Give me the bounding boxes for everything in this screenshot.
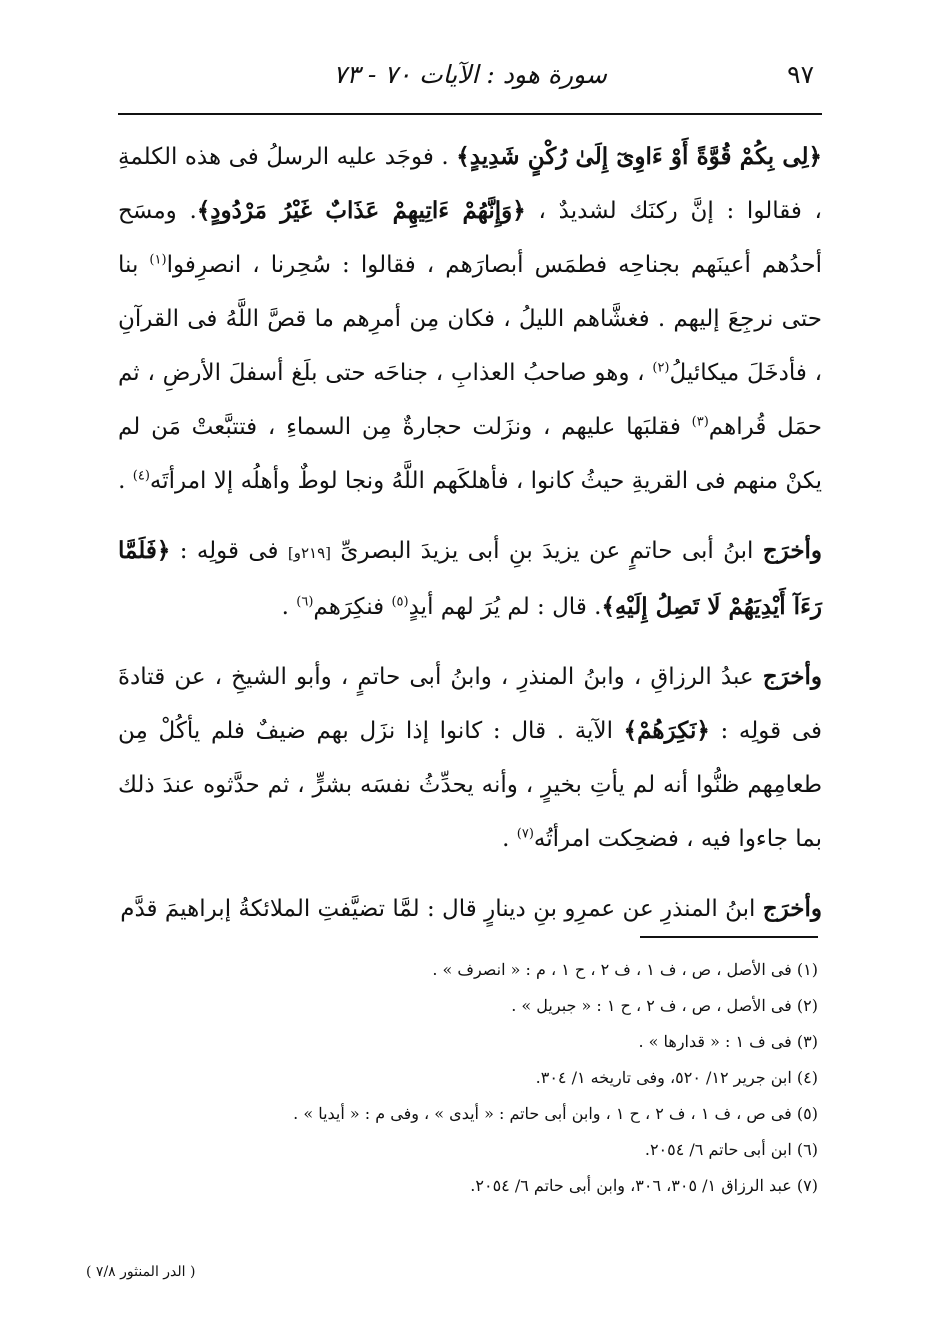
running-title: سورة هود : الآيات ٧٠ - ٧٣ (333, 60, 607, 89)
quran-quote: ﴿فَلَمَّا رَءَآ أَيْدِيَهُمْ لَا تَصِلُ إِلَيْهِ﴾ (118, 537, 822, 620)
footnote-6: (٦) ابن أبى حاتم ٦/ ٢٠٥٤. (644, 1140, 818, 1159)
footnote-1: (١) فى الأصل ، ص ، ف ١ ، ف ٢ ، ح ١ ، م : « انصرف » . (432, 960, 818, 979)
text-span: فقلبَها عليهم ، ونزَلت حجارةٌ مِن السماءِ ، فتتبَّعتْ مَن لم يكنْ منهم فى القريةِ حيثُ كانوا ، فأهلكَهم اللَّهُ ونجا لوطٌ وأهلُه إلا امرأتَه (118, 414, 822, 494)
footnote-marker: (١) (149, 252, 167, 268)
footnote-7: (٧) عبد الرزاق ١/ ٣٠٥، ٣٠٦، وابن أبى حاتم ٦/ ٢٠٥٤. (470, 1176, 818, 1195)
quran-quote: ﴿نَكِرَهُمْ﴾ (623, 717, 710, 744)
manuscript-ref: [٢١٩و] (287, 544, 332, 562)
footnote-marker: (٤) (132, 468, 150, 484)
paragraph-3 (118, 650, 822, 866)
footnote-3: (٣) فى ف ١ : « قدارها » . (638, 1032, 818, 1051)
footnote-marker: (٢) (652, 360, 670, 376)
paragraph-lead: وأخرَج (762, 895, 822, 922)
footnote-5: (٥) فى ص ، ف ١ ، ف ٢ ، ح ١ ، وابن أبى حاتم : « أيدى » ، وفى م : « أيديا » . (293, 1104, 818, 1123)
text-span: فنكِرَهم (313, 594, 385, 620)
text-span: عبدُ الرزاقِ ، وابنُ المنذرِ ، وابنُ أبى حاتمٍ ، وأبو الشيخِ ، عن قتادةَ فى قولِه : (118, 664, 822, 744)
footnote-rule (640, 936, 818, 938)
paragraph-1 (118, 130, 822, 508)
footnote-marker: (٥) (391, 594, 409, 610)
footnote-2: (٢) فى الأصل ، ص ، ف ٢ ، ح ١ : « جبريل » . (511, 996, 818, 1015)
text-span: . (281, 594, 289, 620)
text-span: بنا حتى نرجِعَ إليهم . فغشَّاهم الليلُ ، فكان مِن أمرِهم ما قصَّ اللَّهُ فى القرآنِ ، فأدخَلَ ميكائيلُ (118, 252, 823, 386)
paragraph-4 (118, 882, 822, 936)
footnote-marker: (٧) (516, 826, 534, 842)
volume-tag: ( الدر المنثور ٧/٨ ) (86, 1264, 196, 1280)
header-rule (118, 113, 822, 115)
footnotes (118, 952, 818, 1204)
paragraph-lead: وأخرَج (762, 537, 823, 564)
quran-quote: ﴿لِى بِكُمْ قُوَّةً أَوْ ءَاوِىٓ إِلَىٰ رُكْنٍ شَدِيدٍ﴾ (456, 143, 823, 170)
paragraph-lead: وأخرَج (762, 663, 822, 690)
text-span: . ومسَح أحدُهم أعينَهم بجناحِه فطمَس أبصارَهم ، فقالوا : سُحِرنا ، انصرِفوا (118, 198, 823, 278)
page-header (118, 56, 822, 96)
text-span: ابنُ أبى حاتمٍ عن يزيدَ بنِ أبى يزيدَ البصرىِّ (340, 538, 754, 564)
paragraph-2 (118, 524, 822, 634)
text-span: ابنُ المنذرِ عن عمرِو بنِ دينارٍ قال : لمَّا تضيَّفتِ الملائكةُ إبراهيمَ قدَّم (120, 896, 756, 922)
text-span: الآية . قال : كانوا إذا نزَل بهم ضيفٌ فلم يأكُلْ مِن طعامِهم ظنُّوا أنه لم يأتِ بخيرٍ ، وأنه يحدِّثُ نفسَه بشرٍّ ، ثم حدَّثوه عندَ ذلك بما جاءوا فيه ، فضحِكت امرأتُه (118, 718, 822, 852)
page-number: ٩٧ (787, 60, 814, 89)
text-span: ، وهو صاحبُ العذابِ ، جناحَه حتى بلَغ أسفلَ الأرضِ ، ثم حمَل قُراهم (118, 360, 822, 440)
footnote-marker: (٦) (296, 594, 314, 610)
text-span: . (502, 826, 510, 852)
main-text (118, 130, 822, 952)
text-span: فى قولِه : (179, 538, 279, 564)
quran-quote: ﴿وَإِنَّهُمْ ءَاتِيهِمْ عَذَابٌ غَيْرُ مَرْدُودٍ﴾ (196, 197, 526, 224)
text-span: . (118, 468, 126, 494)
text-span: . فوجَد عليه الرسلُ فى هذه الكلمةِ ، فقالوا : إنَّ ركنَك لشديدٌ ، (118, 144, 822, 224)
text-span: . قال : لم يُرَ لهم أيدٍ (408, 594, 602, 620)
footnote-4: (٤) ابن جرير ١٢/ ٥٢٠، وفى تاريخه ١/ ٣٠٤. (535, 1068, 818, 1087)
footnote-marker: (٣) (691, 414, 709, 430)
